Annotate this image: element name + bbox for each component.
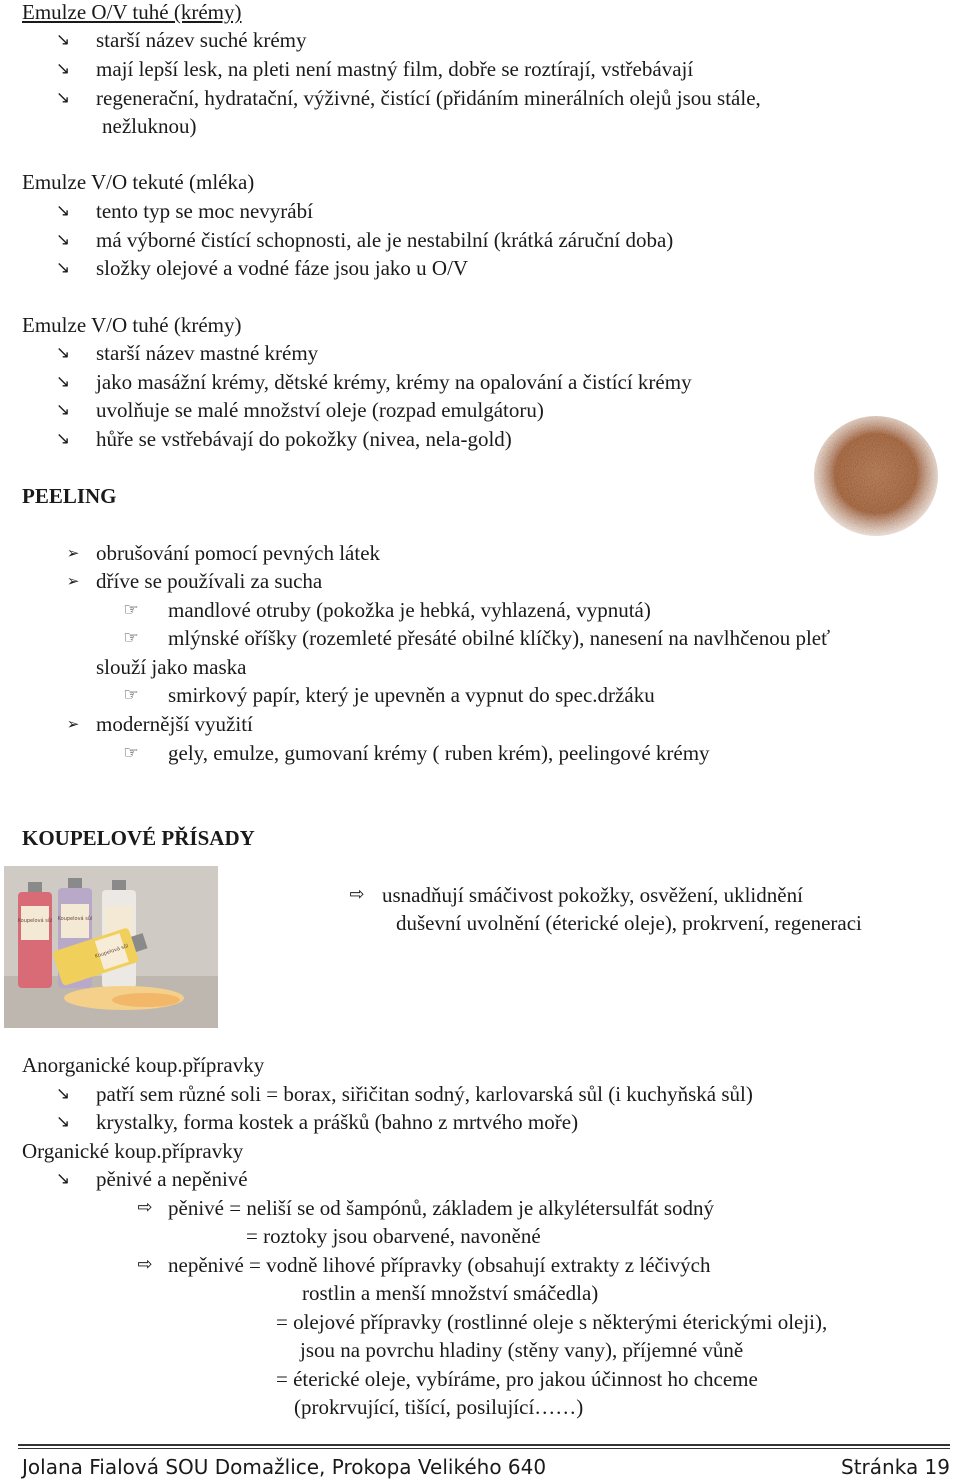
- section-title-vo-solid: Emulze V/O tuhé (krémy): [22, 313, 242, 337]
- right-triangle-bullet-icon: ➢: [66, 715, 80, 733]
- subsection-title-inorganic: Anorganické koup.přípravky: [22, 1053, 265, 1077]
- pointing-hand-icon: ☞: [123, 628, 139, 648]
- footer-divider: [18, 1448, 950, 1449]
- list-item: jako masážní krémy, dětské krémy, krémy na opalování a čistící krémy: [96, 370, 692, 394]
- down-right-arrow-icon: ↘: [55, 258, 71, 278]
- right-triangle-bullet-icon: ➢: [66, 544, 80, 562]
- list-item: má výborné čistící schopnosti, ale je nestabilní (krátká záruční doba): [96, 228, 674, 252]
- pointing-hand-icon: ☞: [123, 685, 139, 705]
- footer-divider: [18, 1444, 950, 1446]
- list-item-continuation: rostlin a menší množství smáčedla): [302, 1281, 599, 1305]
- pointing-hand-icon: ☞: [123, 600, 139, 620]
- outline-arrow-icon: ⇨: [137, 1254, 153, 1275]
- section-title-bath-additives: KOUPELOVÉ PŘÍSADY: [22, 826, 255, 850]
- list-item: mlýnské oříšky (rozemleté přesáté obilné klíčky), nanesení na navlhčenou pleť: [168, 626, 831, 650]
- bath-intro-line: usnadňují smáčivost pokožky, osvěžení, uklidnění: [382, 883, 803, 907]
- list-item: pěnivé = neliší se od šampónů, základem je alkylétersulfát sodný: [168, 1196, 715, 1220]
- list-item: patří sem různé soli = borax, siřičitan sodný, karlovarská sůl (i kuchyňská sůl): [96, 1082, 753, 1106]
- list-item-continuation: (prokrvující, tišící, posilující……): [294, 1395, 584, 1419]
- list-item-continuation: = roztoky jsou obarvené, navoněné: [246, 1224, 541, 1248]
- down-right-arrow-icon: ↘: [55, 201, 71, 221]
- down-right-arrow-icon: ↘: [55, 30, 71, 50]
- section-title-peeling: PEELING: [22, 484, 117, 508]
- down-right-arrow-icon: ↘: [55, 1169, 71, 1189]
- down-right-arrow-icon: ↘: [55, 343, 71, 363]
- list-item: mandlové otruby (pokožka je hebká, vyhlazená, vypnutá): [168, 598, 651, 622]
- list-item: mají lepší lesk, na pleti není mastný film, dobře se roztírají, vstřebávají: [96, 57, 694, 81]
- list-item-continuation: jsou na povrchu hladiny (stěny vany), příjemné vůně: [300, 1338, 744, 1362]
- list-item-continuation: = éterické oleje, vybíráme, pro jakou účinnost ho chceme: [276, 1367, 758, 1391]
- list-item: uvolňuje se malé množství oleje (rozpad emulgátoru): [96, 398, 544, 422]
- bottle-label-text: Koupelová sůl: [57, 916, 93, 922]
- list-item: modernější využití: [96, 712, 253, 736]
- down-right-arrow-icon: ↘: [55, 372, 71, 392]
- bottle-label-text: Koupelová sůl: [17, 918, 53, 924]
- right-triangle-bullet-icon: ➢: [66, 572, 80, 590]
- down-right-arrow-icon: ↘: [55, 429, 71, 449]
- down-right-arrow-icon: ↘: [55, 59, 71, 79]
- peeling-powder-image: [810, 412, 942, 540]
- list-item: tento typ se moc nevyrábí: [96, 199, 313, 223]
- section-title-ov-solid: Emulze O/V tuhé (krémy): [22, 0, 242, 24]
- list-item: nepěnivé = vodně lihové přípravky (obsahují extrakty z léčivých: [168, 1253, 711, 1277]
- bottle-label-text: Koupelová sůl: [94, 943, 130, 960]
- list-item: pěnivé a nepěnivé: [96, 1167, 248, 1191]
- footer-author: Jolana Fialová SOU Domažlice, Prokopa Velikého 640: [22, 1455, 547, 1479]
- list-item: regenerační, hydratační, výživné, čistící (přidáním minerálních olejů jsou stále,: [96, 86, 761, 110]
- list-item: smirkový papír, který je upevněn a vypnut do spec.držáku: [168, 683, 655, 707]
- down-right-arrow-icon: ↘: [55, 1112, 71, 1132]
- section-title-vo-liquid: Emulze V/O tekuté (mléka): [22, 170, 255, 194]
- outline-arrow-icon: ⇨: [349, 884, 365, 905]
- outline-arrow-icon: ⇨: [137, 1197, 153, 1218]
- list-item-continuation: slouží jako maska: [96, 655, 247, 679]
- list-item: obrušování pomocí pevných látek: [96, 541, 381, 565]
- down-right-arrow-icon: ↘: [55, 1084, 71, 1104]
- list-item: dříve se používali za sucha: [96, 569, 323, 593]
- pointing-hand-icon: ☞: [123, 743, 139, 763]
- list-item: starší název suché krémy: [96, 28, 307, 52]
- down-right-arrow-icon: ↘: [55, 230, 71, 250]
- subsection-title-organic: Organické koup.přípravky: [22, 1139, 244, 1163]
- list-item: gely, emulze, gumovaní krémy ( ruben krém), peelingové krémy: [168, 741, 710, 765]
- list-item: starší název mastné krémy: [96, 341, 319, 365]
- bath-salt-bottles-image: [4, 866, 218, 1028]
- list-item: složky olejové a vodné fáze jsou jako u O/V: [96, 256, 469, 280]
- down-right-arrow-icon: ↘: [55, 400, 71, 420]
- down-right-arrow-icon: ↘: [55, 88, 71, 108]
- list-item: krystalky, forma kostek a prášků (bahno z mrtvého moře): [96, 1110, 579, 1134]
- bath-intro-line: duševní uvolnění (éterické oleje), prokrvení, regeneraci: [396, 911, 862, 935]
- list-item-continuation: nežluknou): [102, 114, 197, 138]
- list-item: hůře se vstřebávají do pokožky (nivea, nela-gold): [96, 427, 512, 451]
- list-item-continuation: = olejové přípravky (rostlinné oleje s některými éterickými oleji),: [276, 1310, 828, 1334]
- footer-page-number: Stránka 19: [841, 1455, 950, 1479]
